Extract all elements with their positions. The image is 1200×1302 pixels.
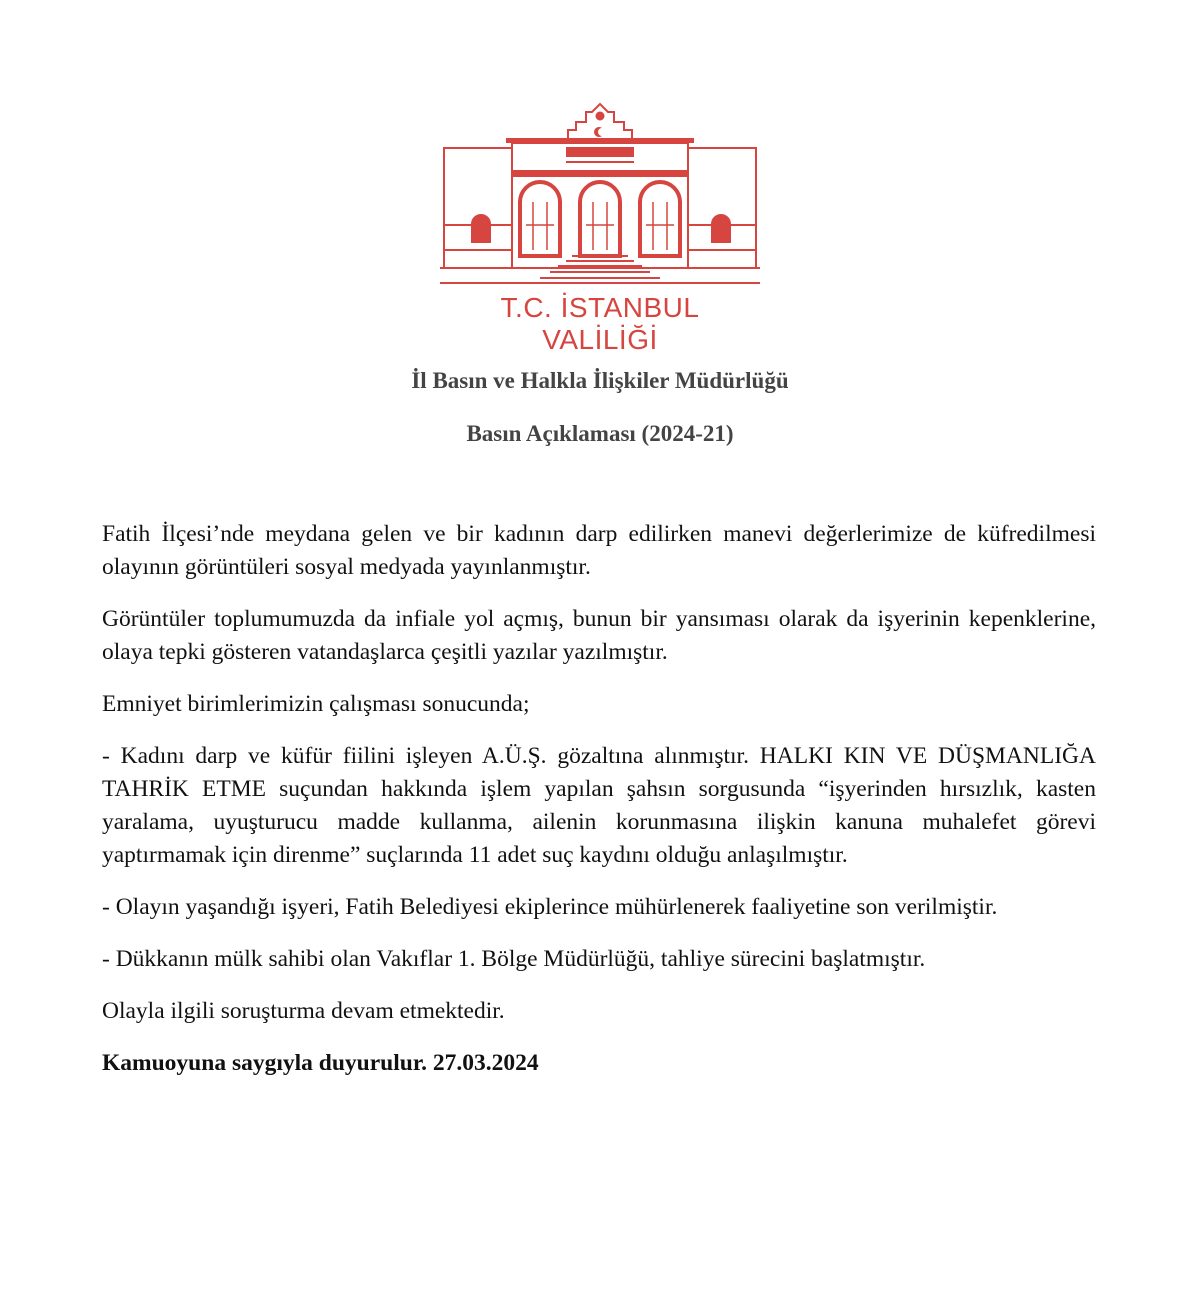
istanbul-governorship-logo [440, 100, 760, 355]
paragraph: - Kadını darp ve küfür fiilini işleyen A.Ü.Ş. gözaltına alınmıştır. HALKI KIN VE DÜŞMANLIĞA TAHRİK ETME suçundan hakkında işlem yapılan şahsın sorgusunda “işyerinden hırsızlık, kasten yaralama, uyuşturucu madde kullanma, ailenin korunmasına ilişkin kanuna muhalefet görevi yaptırmamak için direnme” suçlarında 11 adet suç kaydını olduğu anlaşılmıştır. [102, 743, 1096, 868]
paragraph: Emniyet birimlerimizin çalışması sonucunda; [102, 691, 530, 717]
press-release-body [102, 518, 1096, 1099]
paragraph: Fatih İlçesi’nde meydana gelen ve bir kadının darp edilirken manevi değerlerimize de küfredilmesi olayının görüntüleri sosyal medyada yayınlanmıştır. [102, 521, 1096, 580]
paragraph: Olayla ilgili soruşturma devam etmektedir. [102, 998, 505, 1024]
paragraph: Görüntüler toplumumuzda da infiale yol açmış, bunun bir yansıması olarak da işyerinin kepenklerine, olaya tepki gösteren vatandaşlarca çeşitli yazılar yazılmıştır. [102, 606, 1096, 665]
paragraph: - Olayın yaşandığı işyeri, Fatih Belediyesi ekiplerince mühürlenerek faaliyetine son verilmiştir. [102, 894, 998, 920]
logo-wordmark: T.C. İSTANBUL VALİLİĞİ [500, 292, 700, 355]
press-release-title: Basın Açıklaması (2024-21) [466, 421, 734, 446]
paragraph: - Dükkanın mülk sahibi olan Vakıflar 1. Bölge Müdürlüğü, tahliye sürecini başlatmıştır. [102, 946, 926, 972]
department-heading: İl Basın ve Halkla İlişkiler Müdürlüğü [411, 368, 789, 393]
building-emblem-icon [440, 100, 760, 285]
closing-statement: Kamuoyuna saygıyla duyurulur. 27.03.2024 [102, 1050, 539, 1076]
